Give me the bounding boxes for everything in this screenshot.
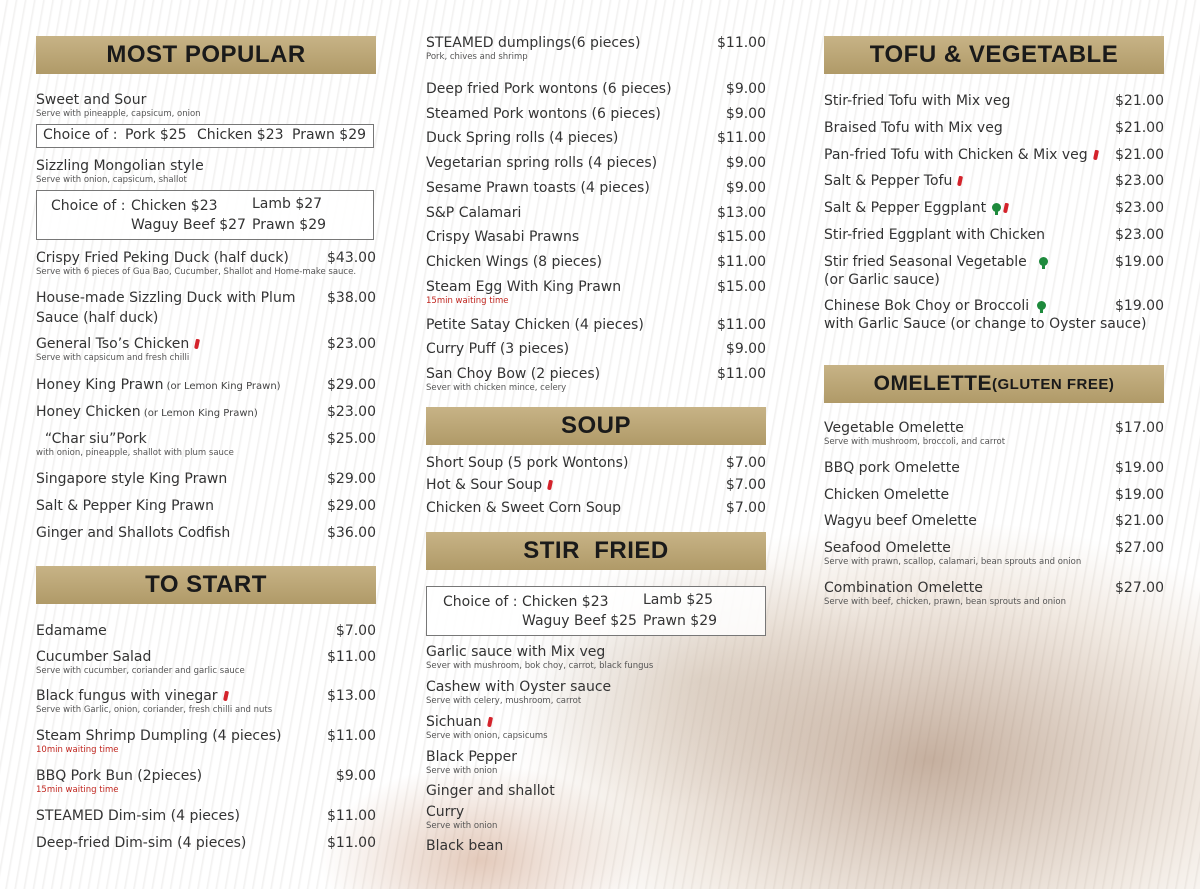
menu-item: General Tso’s Chicken $23.00 Serve with capsicum and fresh chilli (36, 336, 376, 363)
menu-item: Hot & Sour Soup $7.00 (426, 477, 766, 493)
broccoli-icon (1037, 301, 1046, 310)
menu-item: Petite Satay Chicken (4 pieces) $11.00 (426, 317, 766, 333)
menu-item: Short Soup (5 pork Wontons) $7.00 (426, 455, 766, 471)
menu-item: Curry Serve with onion (426, 804, 498, 831)
menu-item: Black Pepper Serve with onion (426, 749, 518, 776)
menu-item: Sichuan Serve with onion, capsicums (426, 714, 548, 741)
section-header-stir-fried: STIR FRIED (426, 532, 766, 570)
menu-item: Steam Egg With King Prawn $15.00 15min waiting time (426, 279, 766, 306)
menu-item: Chicken Omelette $19.00 (824, 487, 1164, 503)
menu-item: Stir-fried Eggplant with Chicken $23.00 (824, 227, 1164, 243)
menu-item: Garlic sauce with Mix veg Sever with mushroom, bok choy, carrot, black fungus (426, 644, 654, 671)
chili-icon (957, 176, 963, 187)
section-header-tofu-vegetable: TOFU & VEGETABLE (824, 36, 1164, 74)
menu-item: Crispy Fried Peking Duck (half duck) $43.00 Serve with 6 pieces of Gua Bao, Cucumber, Shallot and Home-make sauce. (36, 250, 376, 277)
menu-item: Pan-fried Tofu with Chicken & Mix veg $21.00 (824, 147, 1164, 163)
section-header-omelette: OMELETTE (GLUTEN FREE) (824, 365, 1164, 403)
menu-item: Ginger and Shallots Codfish $36.00 (36, 525, 376, 541)
menu-item: Steamed Pork wontons (6 pieces) $9.00 (426, 106, 766, 122)
menu-item: BBQ Pork Bun (2pieces) $9.00 15min waiting time (36, 768, 376, 795)
menu-item: STEAMED Dim-sim (4 pieces) $11.00 (36, 808, 376, 824)
menu-item: Seafood Omelette $27.00 Serve with prawn, scallop, calamari, bean sprouts and onion (824, 540, 1164, 567)
menu-item: Wagyu beef Omelette $21.00 (824, 513, 1164, 529)
menu-item: Deep fried Pork wontons (6 pieces) $9.00 (426, 81, 766, 97)
menu-item: Stir-fried Tofu with Mix veg $21.00 (824, 93, 1164, 109)
menu-item-mongolian: Sizzling Mongolian style Serve with onion, capsicum, shallot (36, 158, 204, 185)
broccoli-icon (1039, 257, 1048, 266)
menu-item: Black bean (426, 838, 504, 854)
menu-item: Honey Chicken (or Lemon King Prawn) $23.00 (36, 404, 376, 420)
menu-item: Edamame $7.00 (36, 623, 376, 639)
menu-item: Singapore style King Prawn $29.00 (36, 471, 376, 487)
menu-item: Cucumber Salad $11.00 Serve with cucumber, coriander and garlic sauce (36, 649, 376, 676)
menu-item: STEAMED dumplings(6 pieces) $11.00 Pork, chives and shrimp (426, 35, 766, 62)
broccoli-icon (992, 203, 1001, 212)
menu-item: Chinese Bok Choy or Broccoli with Garlic Sauce (or change to Oyster sauce) $19.00 (824, 298, 1164, 332)
menu-item: Curry Puff (3 pieces) $9.00 (426, 341, 766, 357)
chili-icon (1093, 150, 1099, 161)
menu-item: “Char siu”Pork $25.00 with onion, pineapple, shallot with plum sauce (36, 431, 376, 458)
chili-icon (223, 691, 229, 702)
menu-item: Sesame Prawn toasts (4 pieces) $9.00 (426, 180, 766, 196)
menu-item: Stir fried Seasonal Vegetable (or Garlic sauce) $19.00 (824, 254, 1164, 288)
menu-item: Chicken & Sweet Corn Soup $7.00 (426, 500, 766, 516)
menu-item: Black fungus with vinegar $13.00 Serve with Garlic, onion, coriander, fresh chilli and nuts (36, 688, 376, 715)
menu-item: Braised Tofu with Mix veg $21.00 (824, 120, 1164, 136)
menu-item: BBQ pork Omelette $19.00 (824, 460, 1164, 476)
menu-item: San Choy Bow (2 pieces) $11.00 Sever with chicken mince, celery (426, 366, 766, 393)
choice-box-sweet-sour: Choice of : Pork $25 Chicken $23 Prawn $29 (36, 124, 374, 148)
section-header-most-popular: MOST POPULAR (36, 36, 376, 74)
section-header-to-start: TO START (36, 566, 376, 604)
menu-item: Steam Shrimp Dumpling (4 pieces) $11.00 10min waiting time (36, 728, 376, 755)
menu-item: Duck Spring rolls (4 pieces) $11.00 (426, 130, 766, 146)
menu-item: House-made Sizzling Duck with Plum Sauce (half duck) $38.00 (36, 290, 376, 326)
choice-box-mongolian: Choice of : Chicken $23 Lamb $27 Waguy Beef $27 Prawn $29 (36, 190, 374, 240)
menu-item: Vegetarian spring rolls (4 pieces) $9.00 (426, 155, 766, 171)
menu-item: Salt & Pepper Eggplant $23.00 (824, 200, 1164, 216)
menu-item-sweet-sour: Sweet and Sour Serve with pineapple, capsicum, onion (36, 92, 201, 119)
chili-icon (547, 480, 553, 491)
chili-icon (194, 339, 200, 350)
menu-item: Salt & Pepper Tofu $23.00 (824, 173, 1164, 189)
menu-item: S&P Calamari $13.00 (426, 205, 766, 221)
chili-icon (1003, 203, 1009, 214)
menu-item: Chicken Wings (8 pieces) $11.00 (426, 254, 766, 270)
menu-item: Salt & Pepper King Prawn $29.00 (36, 498, 376, 514)
menu-item: Ginger and shallot (426, 783, 555, 799)
menu-item: Combination Omelette $27.00 Serve with beef, chicken, prawn, bean sprouts and onion (824, 580, 1164, 607)
section-header-soup: SOUP (426, 407, 766, 445)
menu-item: Honey King Prawn (or Lemon King Prawn) $29.00 (36, 377, 376, 393)
choice-box-stir-fried: Choice of : Chicken $23 Lamb $25 Waguy Beef $25 Prawn $29 (426, 586, 766, 636)
menu-item: Deep-fried Dim-sim (4 pieces) $11.00 (36, 835, 376, 851)
menu-item: Vegetable Omelette $17.00 Serve with mushroom, broccoli, and carrot (824, 420, 1164, 447)
menu-item: Crispy Wasabi Prawns $15.00 (426, 229, 766, 245)
chili-icon (487, 717, 493, 728)
menu-item: Cashew with Oyster sauce Serve with celery, mushroom, carrot (426, 679, 612, 706)
